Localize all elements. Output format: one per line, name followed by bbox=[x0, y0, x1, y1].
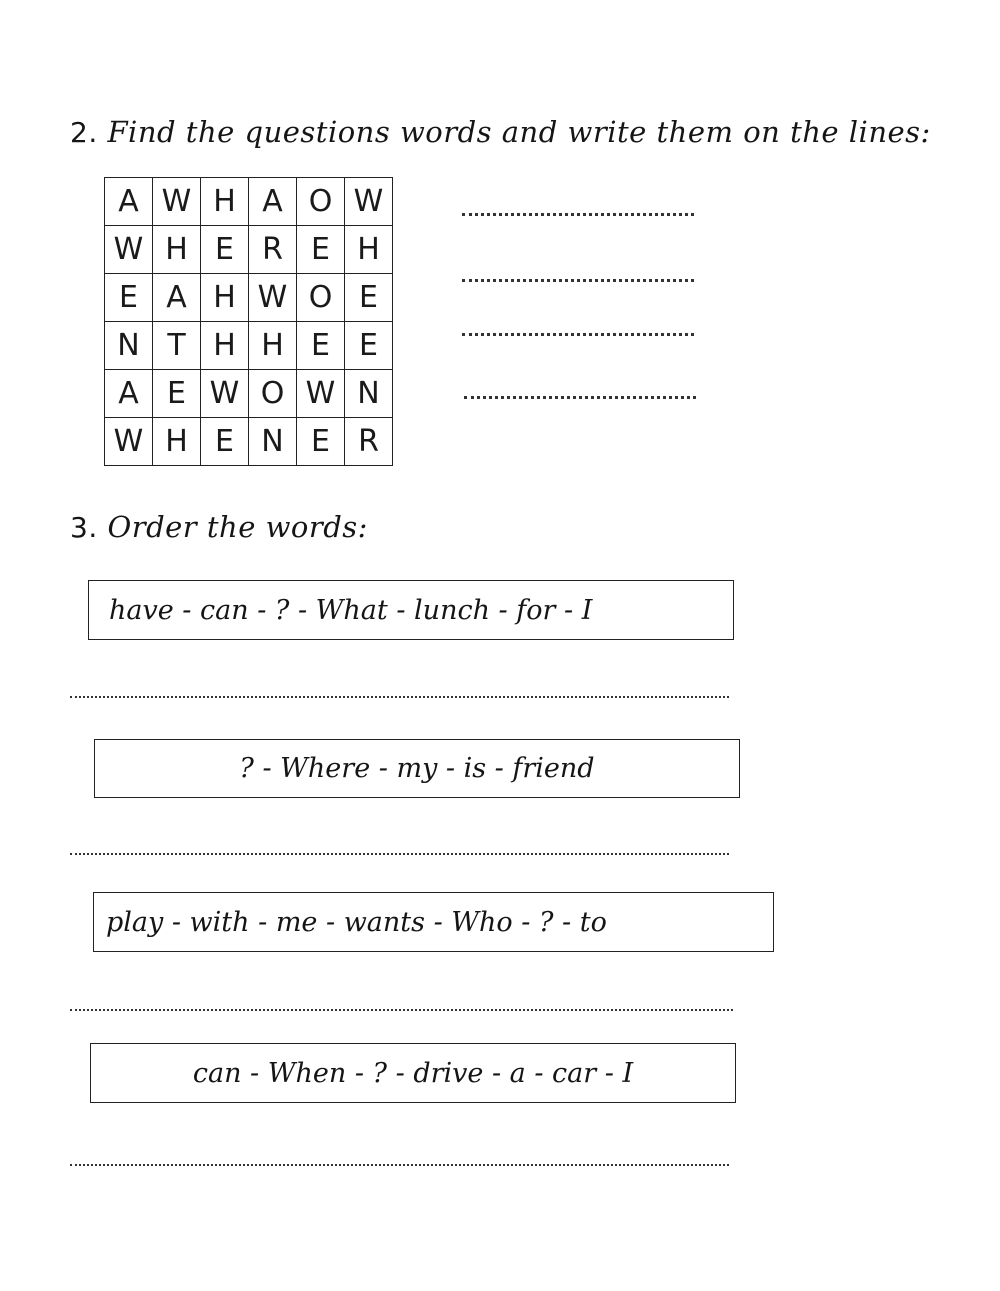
grid-cell[interactable]: N bbox=[249, 418, 297, 466]
section-2-number: 2. bbox=[70, 116, 98, 149]
grid-cell[interactable]: W bbox=[105, 226, 153, 274]
answer-line-3[interactable] bbox=[462, 333, 694, 336]
grid-cell[interactable]: E bbox=[201, 226, 249, 274]
grid-cell[interactable]: N bbox=[105, 322, 153, 370]
grid-cell[interactable]: E bbox=[345, 322, 393, 370]
scrambled-words-text: can - When - ? - drive - a - car - I bbox=[192, 1057, 634, 1089]
answer-line-2[interactable] bbox=[462, 279, 694, 282]
grid-cell[interactable]: A bbox=[105, 178, 153, 226]
grid-cell[interactable]: E bbox=[345, 274, 393, 322]
scrambled-words-box-2 bbox=[94, 739, 740, 798]
grid-cell[interactable]: W bbox=[153, 178, 201, 226]
grid-cell[interactable]: A bbox=[105, 370, 153, 418]
order-answer-line-3[interactable] bbox=[70, 1009, 733, 1011]
grid-cell[interactable]: T bbox=[153, 322, 201, 370]
grid-cell[interactable]: W bbox=[297, 370, 345, 418]
scrambled-words-box-1 bbox=[88, 580, 734, 640]
grid-cell[interactable]: O bbox=[297, 274, 345, 322]
grid-cell[interactable]: E bbox=[153, 370, 201, 418]
grid-row bbox=[105, 418, 393, 466]
grid-cell[interactable]: H bbox=[201, 322, 249, 370]
scrambled-words-text: ? - Where - my - is - friend bbox=[239, 753, 595, 784]
order-answer-line-4[interactable] bbox=[70, 1164, 729, 1166]
grid-cell[interactable]: W bbox=[345, 178, 393, 226]
answer-line-1[interactable] bbox=[462, 213, 694, 216]
grid-cell[interactable]: E bbox=[105, 274, 153, 322]
scrambled-words-box-4 bbox=[90, 1043, 736, 1103]
grid-cell[interactable]: A bbox=[249, 178, 297, 226]
grid-cell[interactable]: W bbox=[201, 370, 249, 418]
grid-cell[interactable]: O bbox=[297, 178, 345, 226]
order-answer-line-2[interactable] bbox=[70, 853, 729, 855]
answer-line-4[interactable] bbox=[464, 396, 696, 399]
order-answer-line-1[interactable] bbox=[70, 696, 729, 698]
section-3-instruction: Order the words: bbox=[107, 510, 368, 544]
grid-cell[interactable]: E bbox=[201, 418, 249, 466]
grid-cell[interactable]: H bbox=[201, 274, 249, 322]
grid-cell[interactable]: E bbox=[297, 418, 345, 466]
section-2-heading bbox=[70, 115, 931, 149]
grid-cell[interactable]: W bbox=[105, 418, 153, 466]
grid-cell[interactable]: W bbox=[249, 274, 297, 322]
grid-cell[interactable]: R bbox=[345, 418, 393, 466]
grid-cell[interactable]: H bbox=[153, 226, 201, 274]
grid-cell[interactable]: R bbox=[249, 226, 297, 274]
grid-cell[interactable]: H bbox=[345, 226, 393, 274]
grid-cell[interactable]: E bbox=[297, 226, 345, 274]
grid-row bbox=[105, 274, 393, 322]
word-search-grid bbox=[104, 177, 393, 466]
section-3-number: 3. bbox=[70, 511, 98, 544]
grid-row bbox=[105, 178, 393, 226]
scrambled-words-text: play - with - me - wants - Who - ? - to bbox=[106, 906, 607, 938]
grid-row bbox=[105, 370, 393, 418]
grid-cell[interactable]: O bbox=[249, 370, 297, 418]
grid-cell[interactable]: H bbox=[153, 418, 201, 466]
grid-cell[interactable]: A bbox=[153, 274, 201, 322]
grid-row bbox=[105, 226, 393, 274]
grid-cell[interactable]: N bbox=[345, 370, 393, 418]
section-3-heading bbox=[70, 510, 368, 544]
grid-row bbox=[105, 322, 393, 370]
scrambled-words-box-3 bbox=[93, 892, 774, 952]
section-2-instruction: Find the questions words and write them on the lines: bbox=[107, 115, 931, 149]
grid-cell[interactable]: H bbox=[249, 322, 297, 370]
grid-cell[interactable]: H bbox=[201, 178, 249, 226]
grid-cell[interactable]: E bbox=[297, 322, 345, 370]
scrambled-words-text: have - can - ? - What - lunch - for - I bbox=[109, 594, 593, 626]
